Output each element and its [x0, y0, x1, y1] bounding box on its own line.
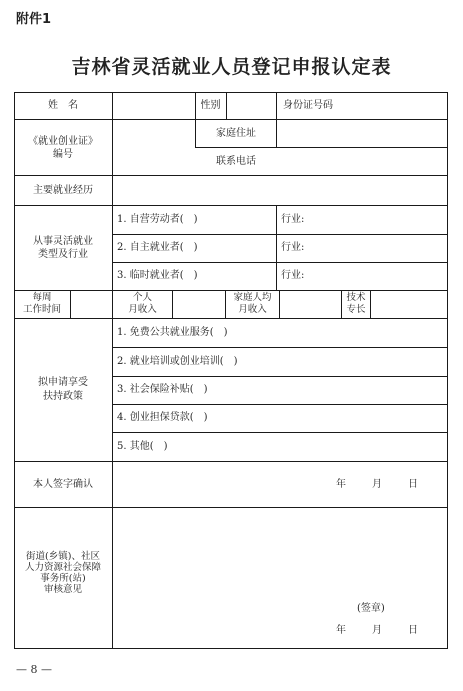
weekly-hours-field[interactable] — [71, 291, 112, 318]
family-income-field[interactable] — [280, 291, 341, 318]
employment-type-label-line1: 从事灵活就业 — [33, 236, 93, 247]
family-income-label-line2: 月收入 — [238, 304, 267, 315]
signature-month: 月 — [372, 479, 382, 490]
weekly-hours-label-line1: 每周 — [32, 292, 52, 303]
policy-option-insurance-subsidy[interactable]: 3. 社会保险补贴( ) — [117, 384, 208, 395]
review-opinion-field[interactable] — [113, 508, 447, 648]
review-label-line1: 街道(乡镇)、社区 — [26, 551, 100, 562]
employment-type-label-line2: 类型及行业 — [38, 249, 88, 260]
industry-label-1: 行业: — [281, 214, 305, 225]
family-income-label-line1: 家庭人均 — [233, 292, 272, 303]
id-number-field[interactable] — [342, 93, 447, 119]
experience-label: 主要就业经历 — [33, 185, 93, 196]
phone-field[interactable] — [277, 148, 447, 175]
personal-income-label-line1: 个人 — [132, 292, 152, 303]
review-label-line2: 人力资源社会保障 — [24, 562, 101, 573]
personal-income-field[interactable] — [173, 291, 225, 318]
signature-field[interactable] — [113, 462, 447, 507]
signature-day: 日 — [408, 479, 418, 490]
attachment-label: 附件1 — [16, 12, 52, 27]
address-field[interactable] — [277, 120, 447, 147]
signature-label: 本人签字确认 — [33, 479, 93, 490]
certificate-number-field[interactable] — [113, 120, 195, 175]
skill-label-line2: 专长 — [346, 304, 366, 315]
personal-income-label-line2: 月收入 — [128, 304, 157, 315]
address-label: 家庭住址 — [216, 128, 256, 139]
type-option-self-employed[interactable]: 1. 自营劳动者( ) — [117, 214, 198, 225]
id-number-label: 身份证号码 — [283, 100, 333, 111]
policy-option-training[interactable]: 2. 就业培训或创业培训( ) — [117, 356, 238, 367]
form-title: 吉林省灵活就业人员登记申报认定表 — [71, 56, 392, 78]
seal-label: (签章) — [357, 603, 385, 614]
certificate-label-line1: 《就业创业证》 — [28, 136, 98, 147]
certificate-label-line2: 编号 — [53, 149, 73, 160]
review-label-line4: 审核意见 — [43, 584, 82, 595]
weekly-hours-label-line2: 工作时间 — [22, 304, 61, 315]
skill-field[interactable] — [371, 291, 447, 318]
review-label-line3: 事务所(站) — [40, 573, 86, 584]
policy-label-line2: 扶持政策 — [43, 391, 83, 402]
industry-label-2: 行业: — [281, 242, 305, 253]
signature-year: 年 — [336, 479, 346, 490]
review-year: 年 — [336, 625, 346, 636]
gender-label: 性别 — [200, 100, 221, 111]
review-month: 月 — [372, 625, 382, 636]
policy-option-guaranteed-loan[interactable]: 4. 创业担保贷款( ) — [117, 412, 208, 423]
name-label: 姓 名 — [48, 100, 78, 111]
name-field[interactable] — [113, 93, 195, 119]
policy-option-employment-service[interactable]: 1. 免费公共就业服务( ) — [117, 327, 228, 338]
phone-label: 联系电话 — [216, 156, 256, 167]
industry-label-3: 行业: — [281, 270, 305, 281]
experience-field[interactable] — [113, 176, 447, 205]
page-number: — 8 — — [16, 663, 52, 676]
policy-option-other[interactable]: 5. 其他( ) — [117, 441, 168, 452]
review-day: 日 — [408, 625, 418, 636]
skill-label-line1: 技术 — [346, 292, 366, 303]
policy-label-line1: 拟申请享受 — [38, 377, 88, 388]
gender-field[interactable] — [227, 93, 276, 119]
type-option-independent[interactable]: 2. 自主就业者( ) — [117, 242, 198, 253]
type-option-temporary[interactable]: 3. 临时就业者( ) — [117, 270, 198, 281]
